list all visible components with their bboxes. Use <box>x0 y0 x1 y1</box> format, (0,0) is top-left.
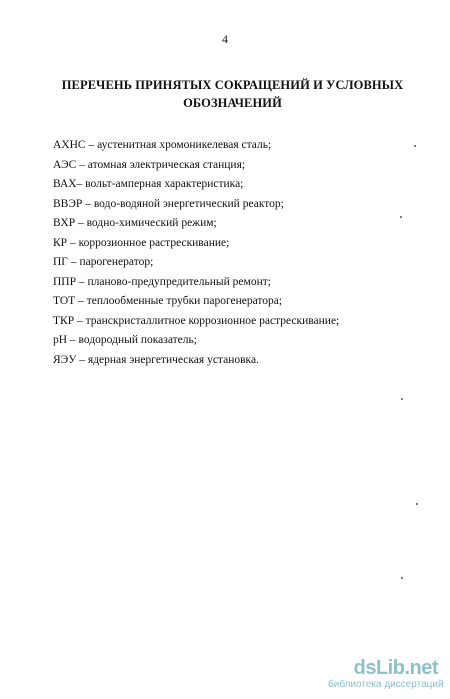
scan-speck <box>416 503 418 505</box>
list-item: ТКР – транскристаллитное коррозионное растрескивание; <box>53 314 340 327</box>
scan-speck <box>401 577 403 579</box>
list-item: ВХР – водно-химический режим; <box>53 217 217 229</box>
scan-speck <box>400 216 402 218</box>
watermark <box>328 657 444 691</box>
page-number: 4 <box>222 32 228 46</box>
list-item: АХНС – аустенитная хромоникелевая сталь; <box>53 139 272 151</box>
watermark-caption: библиотека диссертаций <box>328 679 444 690</box>
scan-speck <box>414 145 416 147</box>
list-item: ВАХ– вольт-амперная характеристика; <box>53 178 244 190</box>
abbreviation-list <box>53 136 339 370</box>
list-item: pH – водородный показатель; <box>53 334 197 346</box>
list-item: ВВЭР – водо-водяной энергетический реактор; <box>53 197 284 210</box>
list-item: ЯЭУ – ядерная энергетическая установка. <box>53 353 259 366</box>
list-item: ТОТ – теплообменные трубки парогенератора; <box>53 295 283 307</box>
list-item: ПГ – парогенератор; <box>53 256 154 268</box>
list-item: АЭС – атомная электрическая станция; <box>53 158 246 171</box>
page-title-line-2: ОБОЗНАЧЕНИЙ <box>183 96 282 110</box>
list-item: КР – коррозионное растрескивание; <box>53 236 230 249</box>
watermark-logo: dsLib.net <box>353 657 438 679</box>
scan-speck <box>401 398 403 400</box>
page-title-line-1: ПЕРЕЧЕНЬ ПРИНЯТЫХ СОКРАЩЕНИЙ И УСЛОВНЫХ <box>61 78 404 92</box>
list-item: ППР – планово-предупредительный ремонт; <box>53 275 271 288</box>
